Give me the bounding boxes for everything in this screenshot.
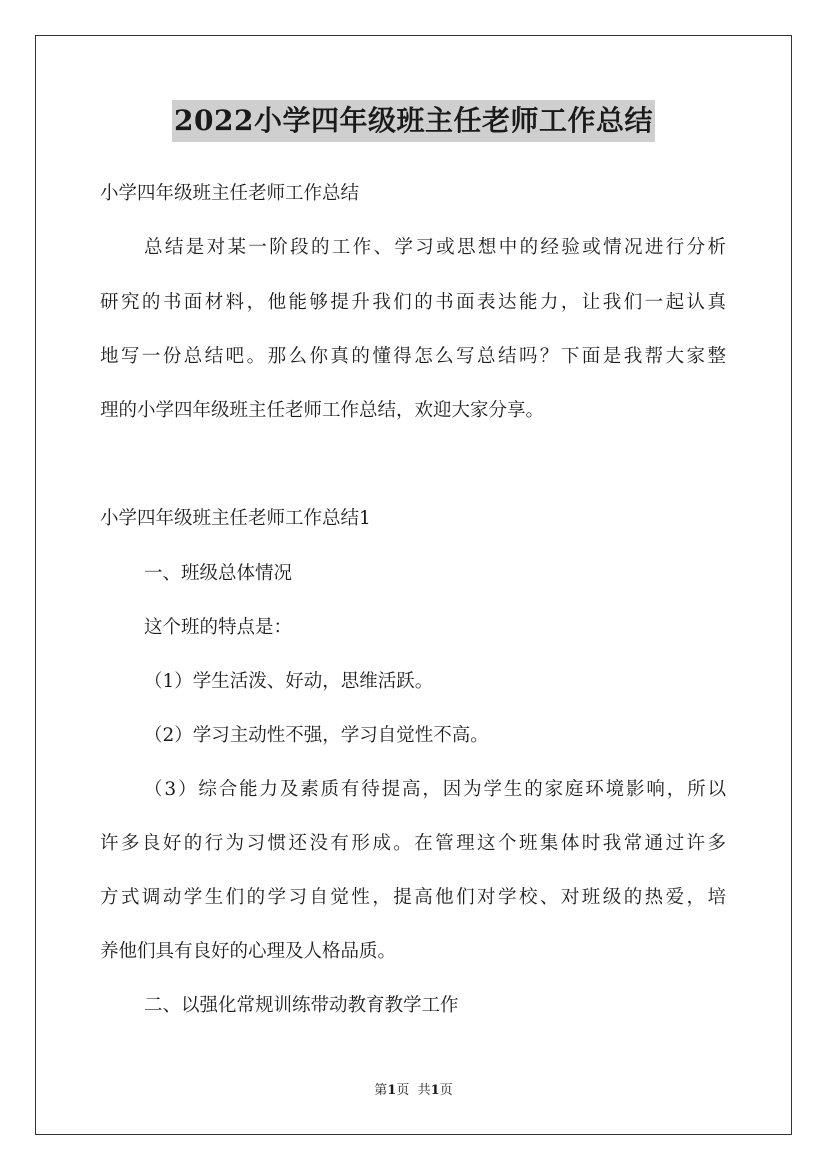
intro-paragraph-line-3: 地写一份总结吧。那么你真的懂得怎么写总结吗？下面是我帮大家整 — [100, 346, 726, 367]
trait-item-2: （2）学习主动性不强，学习自觉性不高。 — [144, 725, 489, 746]
page-footer — [0, 1082, 827, 1100]
trait-item-3-line-1: （3）综合能力及素质有待提高，因为学生的家庭环境影响，所以 — [144, 779, 726, 800]
total-prefix: 共 — [417, 1083, 431, 1098]
part-heading-2: 二、以强化常规训练带动教育教学工作 — [144, 995, 459, 1016]
part-heading-1: 一、班级总体情况 — [144, 563, 293, 584]
document-title: 2022小学四年级班主任老师工作总结 — [172, 100, 655, 142]
page-mid: 页 — [396, 1083, 410, 1098]
total-pages: 1 — [430, 1083, 440, 1098]
document-subtitle: 小学四年级班主任老师工作总结 — [100, 183, 360, 204]
title-container — [0, 100, 827, 142]
page-prefix: 第 — [374, 1083, 388, 1098]
total-suffix: 页 — [439, 1083, 453, 1098]
intro-paragraph-line-1: 总结是对某一阶段的工作、学习或思想中的经验或情况进行分析 — [144, 237, 726, 258]
trait-item-3-line-3: 方式调动学生们的学习自觉性，提高他们对学校、对班级的热爱，培 — [100, 887, 726, 908]
trait-item-3-line-2: 许多良好的行为习惯还没有形成。在管理这个班集体时我常通过许多 — [100, 833, 726, 854]
trait-item-1: （1）学生活泼、好动，思维活跃。 — [144, 671, 434, 692]
intro-paragraph-line-2: 研究的书面材料，他能够提升我们的书面表达能力，让我们一起认真 — [100, 292, 726, 313]
trait-item-3-line-4: 养他们具有良好的心理及人格品质。 — [100, 941, 397, 962]
intro-paragraph-line-4: 理的小学四年级班主任老师工作总结，欢迎大家分享。 — [100, 400, 545, 421]
traits-intro: 这个班的特点是： — [144, 617, 293, 638]
section-heading: 小学四年级班主任老师工作总结1 — [100, 508, 371, 529]
page-number: 1 — [387, 1083, 397, 1098]
